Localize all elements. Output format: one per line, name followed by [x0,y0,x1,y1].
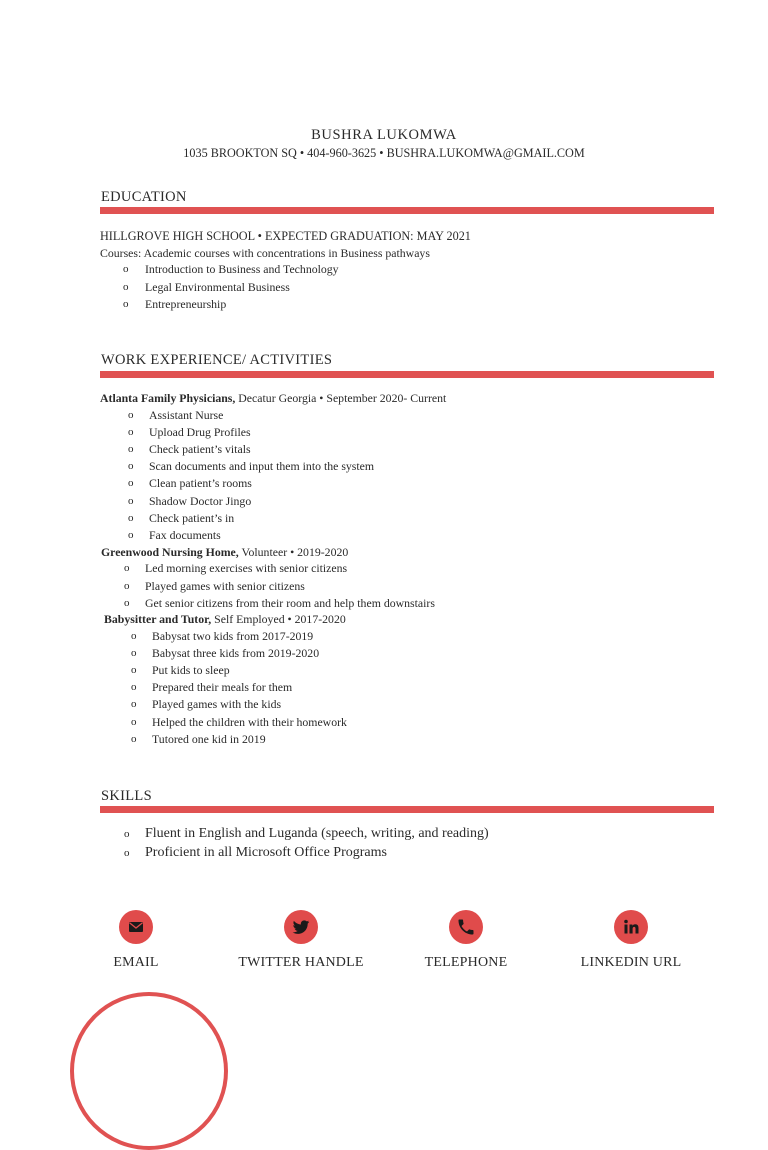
list-bullet: o [128,477,134,489]
job-detail: Decatur Georgia • September 2020- Current [235,391,447,405]
job-org: Atlanta Family Physicians, [100,391,236,405]
list-bullet: o [123,281,129,293]
list-item: Entrepreneurship [145,297,227,311]
list-bullet: o [131,630,137,642]
list-bullet: o [128,460,134,472]
list-bullet: o [124,562,130,574]
contact-line: 1035 BROOKTON SQ • 404-960-3625 • BUSHRA.LUKOMWA@GMAIL.COM [183,146,585,160]
decorative-circle [70,992,228,1150]
list-item: Tutored one kid in 2019 [152,732,266,746]
job-org: Babysitter and Tutor, [104,612,212,626]
list-bullet: o [128,495,134,507]
list-bullet: o [128,426,134,438]
list-item: Fax documents [149,528,221,542]
list-bullet: o [123,263,129,275]
list-bullet: o [124,580,130,592]
list-item: Check patient’s in [149,511,235,525]
email-icon[interactable] [119,910,153,944]
courses-label: Courses: Academic courses with concentrations in Business pathways [100,246,430,260]
list-item: Shadow Doctor Jingo [149,494,252,508]
job-detail: Volunteer • 2019-2020 [238,545,349,559]
list-item: Legal Environmental Business [145,280,290,294]
list-bullet: o [124,597,130,609]
list-item: Led morning exercises with senior citizens [145,561,348,575]
list-item: Check patient’s vitals [149,442,251,456]
phone-icon[interactable] [449,910,483,944]
list-bullet: o [131,716,137,728]
school-line: HILLGROVE HIGH SCHOOL • EXPECTED GRADUATION: MAY 2021 [100,229,471,243]
section-title-skills: SKILLS [101,788,152,804]
list-item: Babysat three kids from 2019-2020 [152,646,320,660]
list-item: Babysat two kids from 2017-2019 [152,629,314,643]
list-item: Played games with the kids [152,697,282,711]
list-bullet: o [131,647,137,659]
section-title-work: WORK EXPERIENCE/ ACTIVITIES [101,352,333,368]
social-label-twitter: TWITTER HANDLE [238,955,364,970]
list-bullet: o [128,512,134,524]
list-bullet: o [128,529,134,541]
section-divider [100,806,714,813]
skill-item: Fluent in English and Luganda (speech, writing, and reading) [145,826,489,841]
list-item: Scan documents and input them into the system [149,459,375,473]
list-bullet: o [131,664,137,676]
list-item: Prepared their meals for them [152,680,293,694]
social-label-email: EMAIL [113,955,159,970]
job-detail: Self Employed • 2017-2020 [211,612,346,626]
list-item: Assistant Nurse [149,408,224,422]
linkedin-icon[interactable] [614,910,648,944]
list-item: Played games with senior citizens [145,579,305,593]
list-item: Introduction to Business and Technology [145,262,339,276]
social-label-telephone: TELEPHONE [424,955,508,970]
job-heading [100,391,446,406]
list-item: Put kids to sleep [152,663,230,677]
list-item: Clean patient’s rooms [149,476,252,490]
list-bullet: o [131,733,137,745]
skill-item: Proficient in all Microsoft Office Programs [145,845,387,860]
resume-name: BUSHRA LUKOMWA [311,127,457,143]
social-label-linkedin: LINKEDIN URL [580,955,682,970]
list-bullet: o [124,847,130,859]
job-heading [101,545,348,560]
list-bullet: o [131,698,137,710]
list-item: Upload Drug Profiles [149,425,251,439]
section-title-education: EDUCATION [101,189,187,205]
list-item: Get senior citizens from their room and help them downstairs [145,596,435,610]
list-bullet: o [131,681,137,693]
section-divider [100,371,714,378]
list-bullet: o [128,443,134,455]
list-bullet: o [123,298,129,310]
job-heading [104,612,346,627]
list-bullet: o [128,409,134,421]
section-divider [100,207,714,214]
twitter-icon[interactable] [284,910,318,944]
list-item: Helped the children with their homework [152,715,347,729]
job-org: Greenwood Nursing Home, [101,545,239,559]
list-bullet: o [124,828,130,840]
